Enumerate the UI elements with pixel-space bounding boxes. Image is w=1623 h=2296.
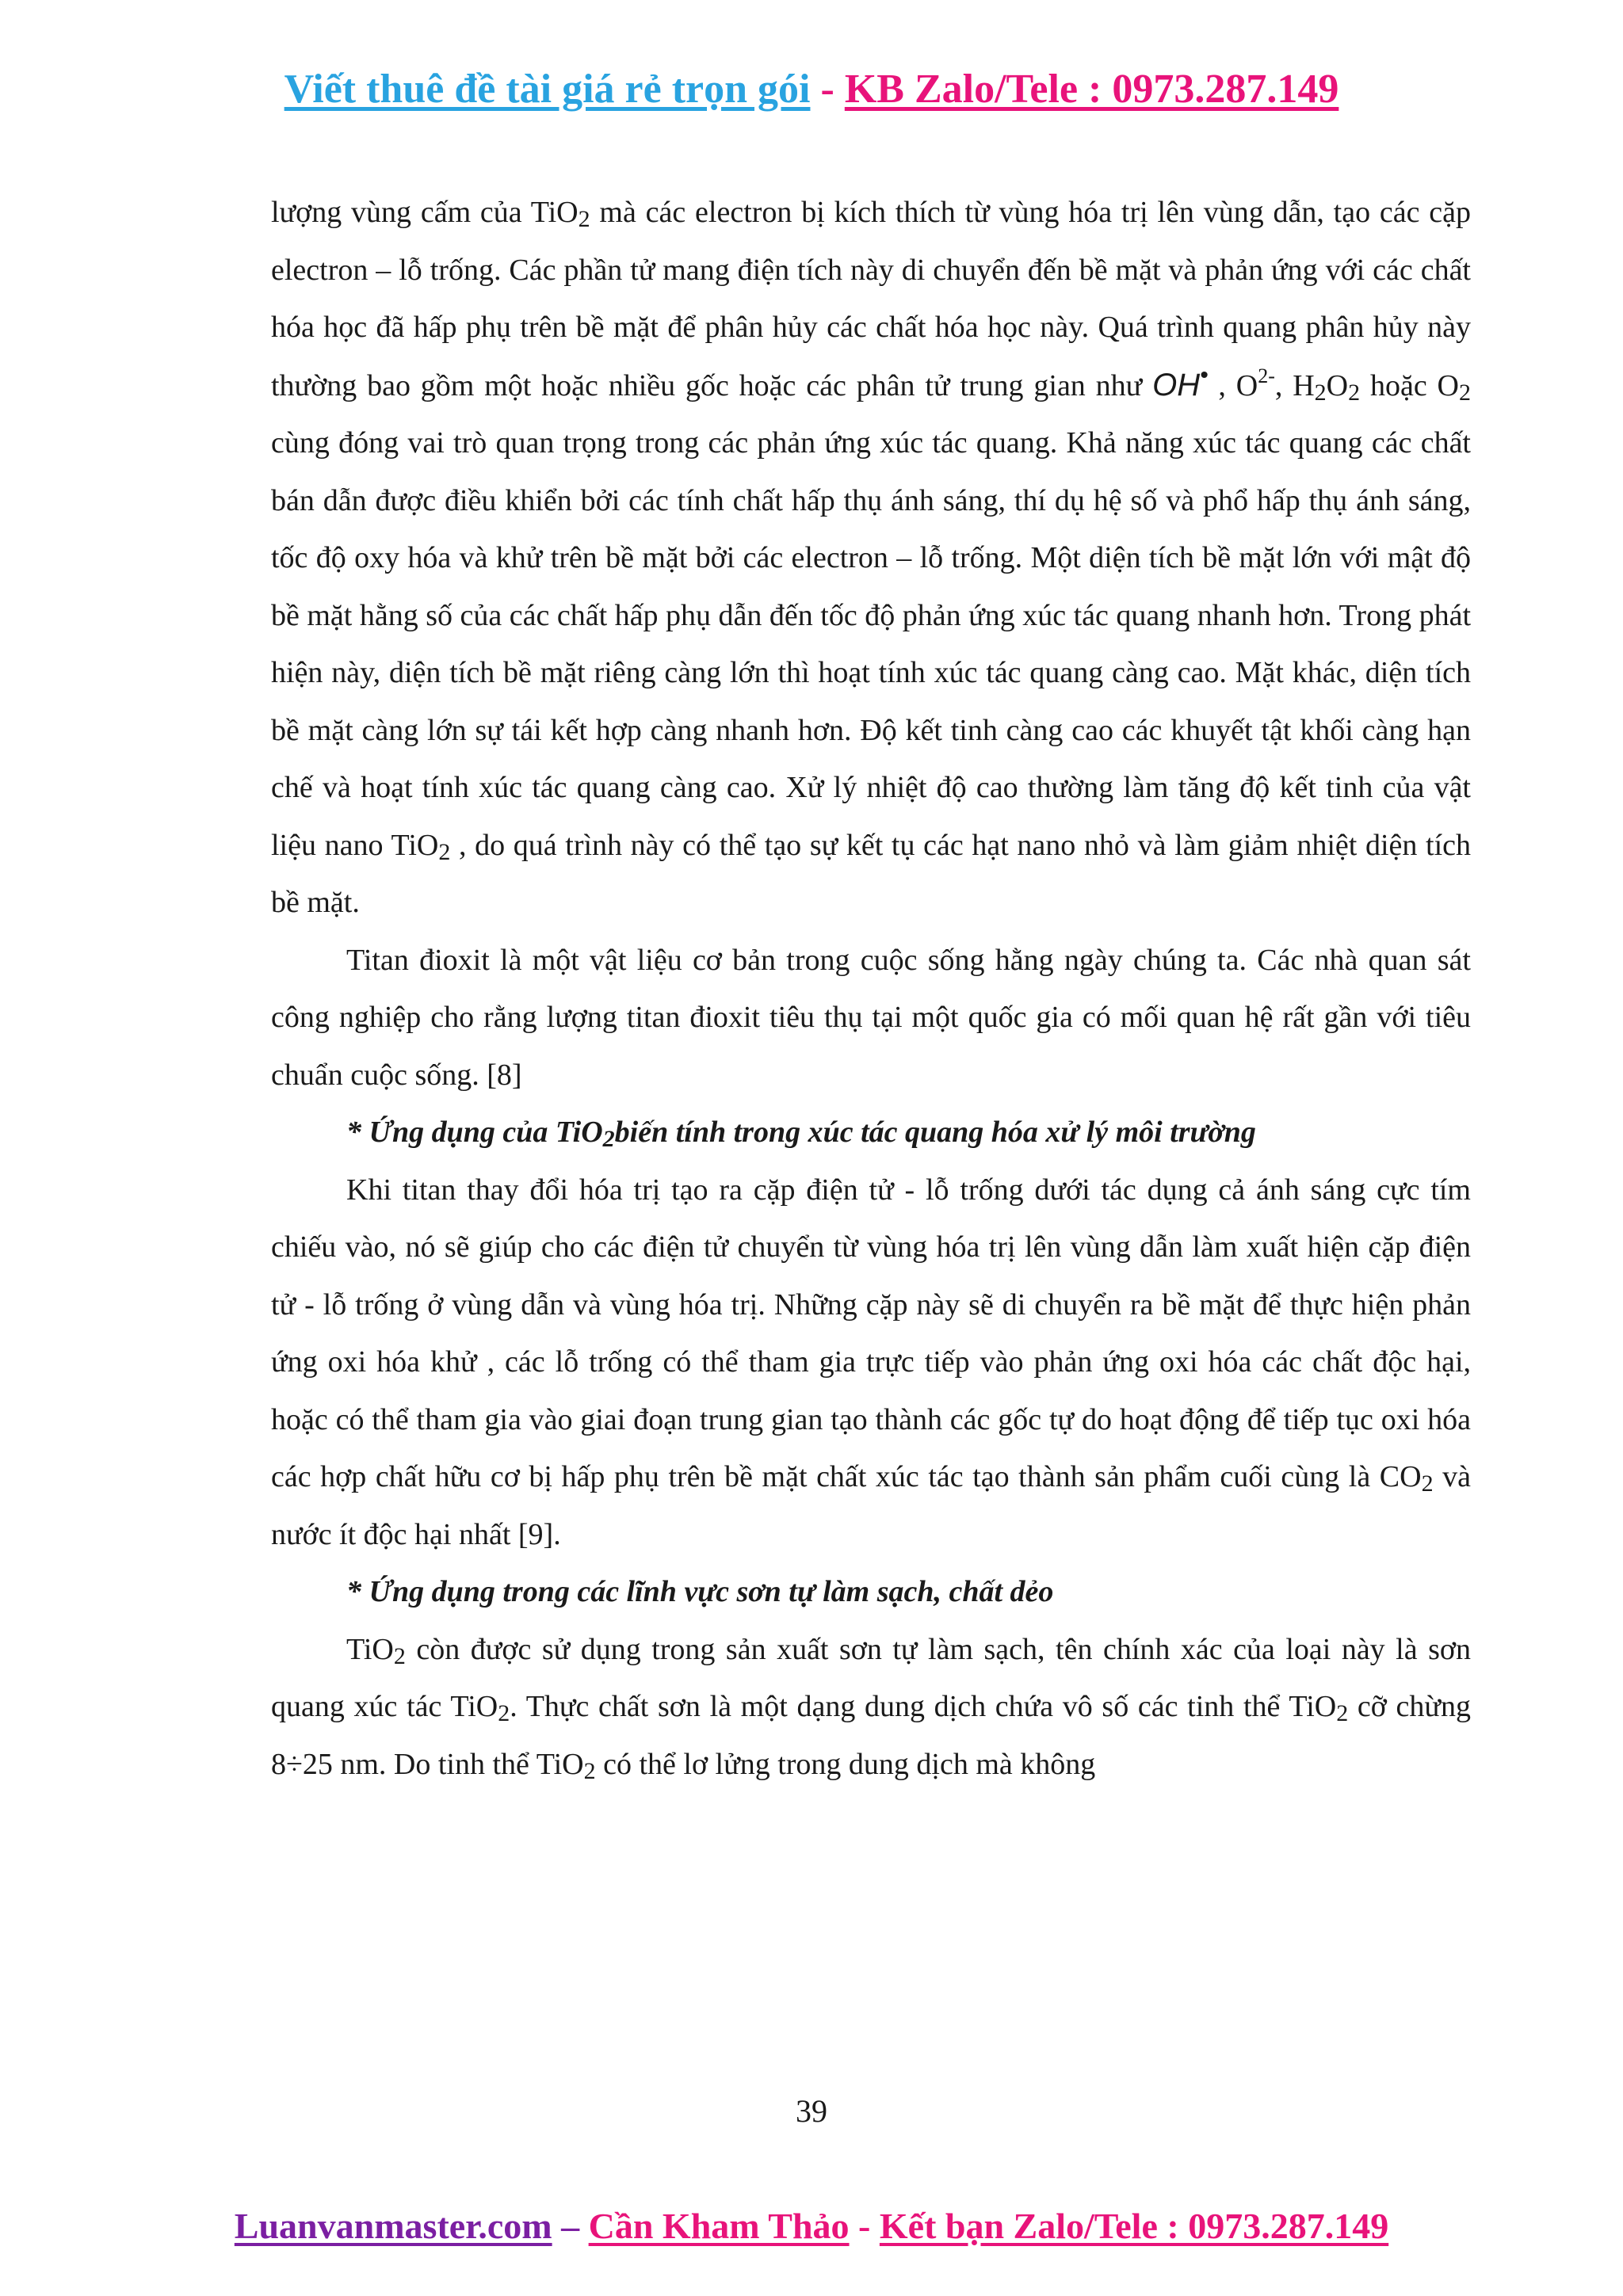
footer-author-link[interactable]: Cần Kham Thảo [588, 2206, 850, 2246]
header-separator: - [810, 67, 845, 112]
oh-symbol: OH [1152, 367, 1201, 402]
document-body [271, 184, 1471, 1793]
heading-self-cleaning-paint: * Ứng dụng trong các lĩnh vực sơn tự làm sạch, chất dẻo [346, 1575, 1054, 1608]
header-service-link[interactable]: Viết thuê đề tài giá rẻ trọn gói [284, 67, 811, 112]
text-run: còn được sử dụng trong sản xuất sơn tự làm sạch, tên chính xác của loại này là sơn quang xúc tác TiO [271, 1632, 1471, 1723]
subscript: 2 [1458, 379, 1471, 406]
subscript: 2 [578, 206, 590, 232]
text-run: cùng đóng vai trò quan trọng trong các phản ứng xúc tác quang. Khả năng xúc tác quang các chất bán dẫn được điều khiển bởi các tính chất hấp thụ ánh sáng, thí dụ hệ số và phổ hấp thụ ánh sáng, tốc độ oxy hóa và khử trên bề mặt bởi các electron – lỗ trống. Một diện tích bề mặt lớn với mật độ bề mặt hằng số của các chất hấp phụ dẫn đến tốc độ phản ứng xúc tác quang nhanh hơn. Trong phát hiện này, diện tích bề mặt riêng càng lớn thì hoạt tính xúc tác quang càng cao. Mặt khác, diện tích bề mặt càng lớn sự tái kết hợp càng nhanh hơn. Độ kết tinh càng cao các khuyết tật khối càng hạn chế và hoạt tính xúc tác quang càng cao. Xử lý nhiệt độ cao thường làm tăng độ kết tinh của vật liệu nano TiO [271, 426, 1471, 862]
paragraph-self-cleaning-paint [271, 1621, 1471, 1794]
footer-separator: – [552, 2206, 589, 2246]
footer-contact-link[interactable]: Kết bạn Zalo/Tele : 0973.287.149 [879, 2206, 1389, 2246]
text-run: O [1326, 368, 1349, 402]
paragraph-tio2-photocatalysis [271, 184, 1471, 932]
text-run: lượng vùng cấm của TiO [271, 196, 579, 229]
subscript: 2 [1348, 379, 1361, 406]
text-run: , H [1274, 368, 1315, 402]
text-run: , do quá trình này có thể tạo sự kết tụ các hạt nano nhỏ và làm giảm nhiệt diện tích bề mặt. [271, 828, 1471, 919]
text-run: . Thực chất sơn là một dạng dung dịch chứa vô số các tinh thể TiO [510, 1690, 1337, 1723]
paragraph-titan-dioxide: Titan đioxit là một vật liệu cơ bản trong cuộc sống hằng ngày chúng ta. Các nhà quan sát công nghiệp cho rằng lượng titan đioxit tiêu thụ tại một quốc gia có mối quan hệ rất gần với tiêu chuẩn cuộc sống. [8] [271, 943, 1471, 1092]
header-contact-link[interactable]: KB Zalo/Tele : 0973.287.149 [844, 67, 1339, 112]
subscript: 2 [393, 1642, 406, 1669]
footer-separator: - [849, 2206, 880, 2246]
text-run: , O [1208, 368, 1258, 402]
subscript: 2 [1421, 1470, 1434, 1497]
footer-site-link[interactable]: Luanvanmaster.com [234, 2206, 552, 2246]
paragraph-electron-hole [271, 1161, 1471, 1564]
text-run: * Ứng dụng của TiO [346, 1116, 603, 1149]
text-run: và nước ít độc hại nhất [9]. [271, 1460, 1471, 1551]
oh-radical [1152, 361, 1209, 402]
subscript: 2 [1336, 1700, 1349, 1726]
text-run: Khi titan thay đổi hóa trị tạo ra cặp điện tử - lỗ trống dưới tác dụng cả ánh sáng cực tím chiếu vào, nó sẽ giúp cho các điện tử chuyển từ vùng hóa trị lên vùng dẫn làm xuất hiện cặp điện tử - lỗ trống ở vùng dẫn và vùng hóa trị. Những cặp này sẽ di chuyển ra bề mặt để thực hiện phản ứng oxi hóa khử , các lỗ trống có thể tham gia trực tiếp vào phản ứng oxi hóa các chất độc hại, hoặc có thể tham gia vào giai đoạn trung gian tạo thành các gốc tự do hoạt động để tiếp tục oxi hóa các hợp chất hữu cơ bị hấp phụ trên bề mặt chất xúc tác tạo thành sản phẩm cuối cùng là CO [271, 1173, 1471, 1493]
text-run: có thể lơ lửng trong dung dịch mà không [595, 1747, 1096, 1781]
text-run: mà các electron bị kích thích từ vùng hóa trị lên vùng dẫn, tạo các cặp electron – lỗ trống. Các phần tử mang điện tích này di chuyển đến bề mặt và phản ứng với các chất hóa học đã hấp phụ trên bề mặt để phân hủy các chất hóa học này. Quá trình quang phân hủy này thường bao gồm một hoặc nhiều gốc hoặc các phân tử trung gian như [271, 196, 1472, 402]
radical-dot: • [1200, 361, 1209, 388]
heading-photocatalysis-application [271, 1104, 1471, 1161]
page-header [0, 63, 1623, 116]
subscript: 2 [583, 1757, 596, 1784]
page-footer [0, 2203, 1623, 2250]
superscript-charge: 2- [1258, 364, 1275, 387]
subscript: 2 [498, 1700, 510, 1726]
subscript: 2 [438, 838, 451, 865]
text-run: hoặc O [1360, 368, 1459, 402]
subscript: 2 [602, 1126, 615, 1152]
page-number: 39 [796, 2093, 827, 2129]
text-run: cỡ chừng 8÷25 nm. Do tinh thể TiO [271, 1690, 1471, 1781]
text-run: biến tính trong xúc tác quang hóa xử lý môi trường [614, 1116, 1256, 1149]
subscript: 2 [1314, 379, 1327, 406]
text-run: TiO [346, 1632, 394, 1666]
